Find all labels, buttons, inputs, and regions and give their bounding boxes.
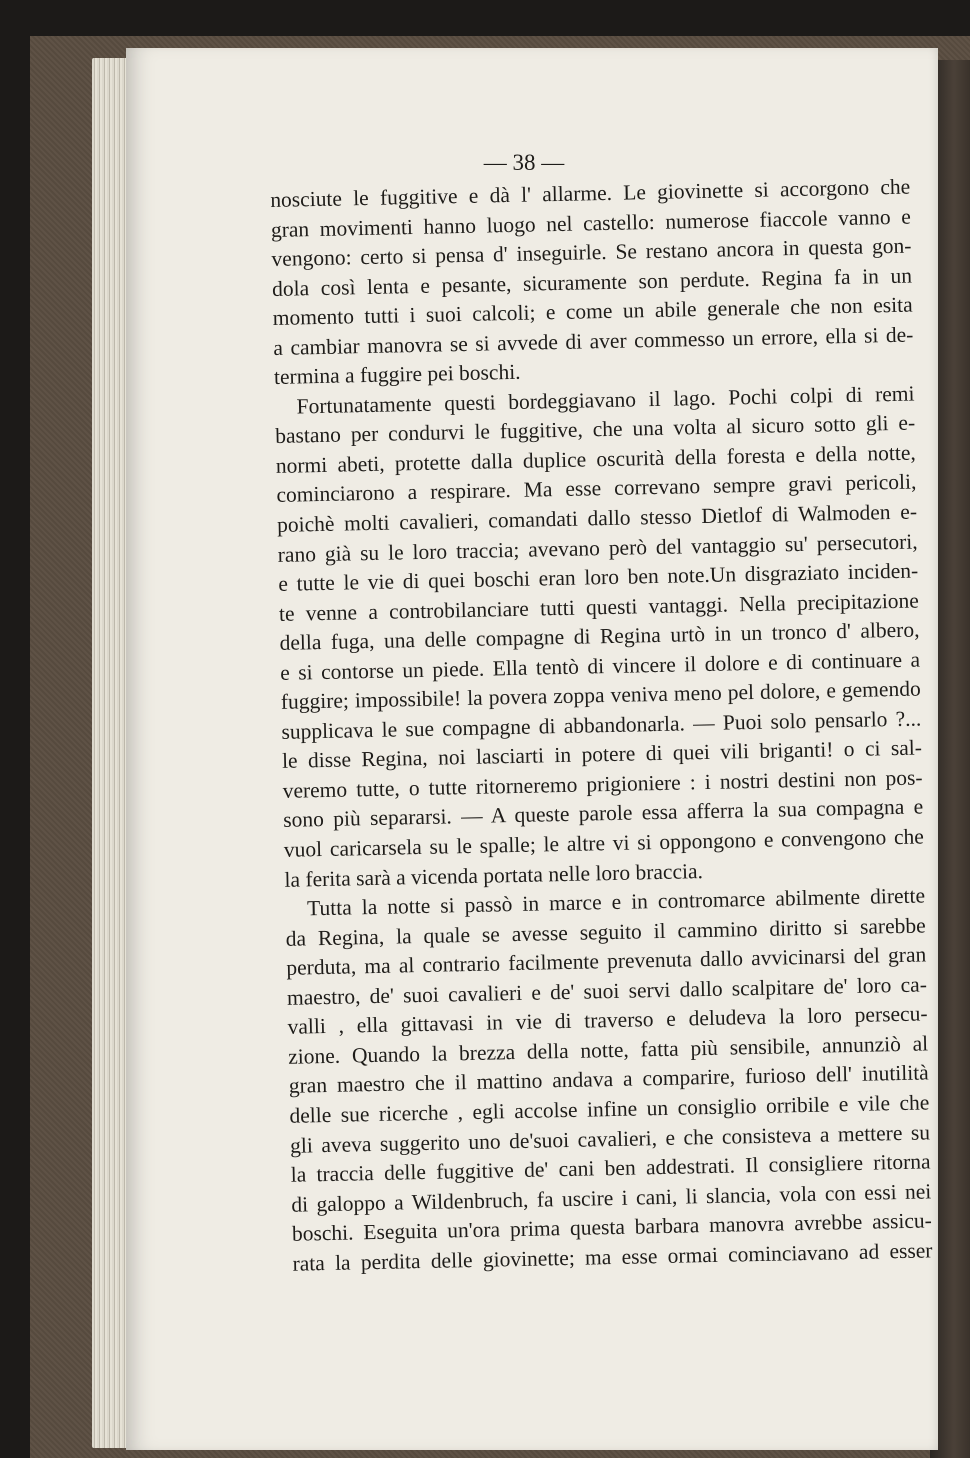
text-line: normi abeti, protette dalla duplice oscurità della foresta e della notte,	[275, 440, 916, 478]
text-line: te venne a controbilanciare tutti questi vantaggi. Nella precipitazione	[278, 588, 920, 626]
text-line: rata la perdita delle giovinette; ma esse ormai cominciavano ad esser	[292, 1238, 933, 1276]
text-line: di galoppo a Wildenbruch, fa uscire i cani, li slancia, vola con essi nei	[291, 1178, 932, 1217]
text-line: a cambiar manovra se si avvede di aver commesso un errore, ella si de-	[273, 322, 914, 360]
text-line: le disse Regina, noi lasciarti in potere di quei vili briganti! o ci sal-	[281, 735, 923, 774]
text-line: e si contorse un piede. Ella tentò di vincere il dolore e di continuare a	[279, 647, 921, 685]
text-line: gli aveva suggerito uno de'suoi cavalieri, e che consisteva a mettere su	[289, 1119, 931, 1158]
page-text	[270, 173, 933, 1279]
text-line: momento tutti i suoi calcoli; e come un abile generale che non esita	[272, 292, 913, 331]
text-line: veremo tutte, o tutte ritorneremo prigioniere : i nostri destini non pos-	[282, 765, 923, 803]
text-line: perduta, ma al contrario facilmente prevenuta dallo avvicinarsi del gran	[286, 942, 927, 981]
text-line: vengono: certo si pensa d' inseguirle. Se restano ancora in questa gon-	[271, 233, 912, 272]
text-line: e tutte le vie di quei boschi eran loro ben note.Un disgraziato inciden-	[278, 558, 919, 597]
text-line: valli , ella gittavasi in vie di traverso e deludeva la loro persecu-	[287, 1001, 928, 1040]
text-line: Fortunatamente questi bordeggiavano il lago. Pochi colpi di remi	[296, 381, 915, 419]
text-line: sono più separarsi. — A queste parole essa afferra la sua compagna e	[283, 794, 924, 833]
text-line: boschi. Eseguita un'ora prima questa barbara manovra avrebbe assicu-	[291, 1208, 933, 1246]
book-page	[126, 48, 938, 1450]
text-line: gran movimenti hanno luogo nel castello: numerose fiaccole vanno e	[270, 204, 912, 242]
text-line: nosciute le fuggitive e dà l' allarme. Le giovinette si accorgono che	[270, 174, 911, 212]
text-line: la traccia delle fuggitive de' cani ben addestrati. Il consigliere ritorna	[290, 1149, 931, 1187]
page-number: — 38 —	[483, 150, 565, 175]
text-line: dola così lenta e pesante, sicuramente son perdute. Regina fa in un	[271, 263, 913, 301]
text-line: cominciarono a respirare. Ma esse correvano sempre gravi pericoli,	[276, 470, 917, 508]
text-line: Tutta la notte si passò in marce e in contromarce abilmente dirette	[306, 883, 926, 921]
text-line: zione. Quando la brezza della notte, fatta più sensibile, annunziò al	[287, 1031, 929, 1069]
text-line: maestro, de' suoi cavalieri e de' suoi servi dallo scalpitare de' loro ca-	[286, 972, 928, 1010]
text-line: vuol caricarsela su le spalle; le altre vi si oppongono e convengono che	[283, 824, 925, 862]
text-line: rano già su le loro traccia; avevano però del vantaggio su' persecutori,	[277, 529, 918, 567]
text-line: della fuga, una delle compagne di Regina urtò in un tronco d' albero,	[279, 617, 920, 656]
text-line: da Regina, la quale se avesse seguito il cammino diritto si sarebbe	[285, 913, 926, 951]
text-line: poichè molti cavalieri, comandati dallo stesso Dietlof di Walmoden e-	[276, 499, 918, 537]
text-line: fuggire; impossibile! la povera zoppa veniva meno pel dolore, e gemendo	[280, 676, 921, 715]
text-line: gran maestro che il mattino andava a comparire, furioso dell' inutilità	[288, 1060, 929, 1099]
text-line: delle sue ricerche , egli accolse infine un consiglio orribile e vile che	[289, 1090, 930, 1128]
text-line: supplicava le sue compagne di abbandonarla. — Puoi solo pensarlo ?...	[281, 706, 922, 744]
text-line: termina a fuggire pei boschi.	[273, 360, 521, 390]
text-line: bastano per condurvi le fuggitive, che una volta al sicuro sotto gli e-	[274, 410, 916, 449]
text-line: la ferita sarà a vicenda portata nelle loro braccia.	[284, 858, 704, 892]
